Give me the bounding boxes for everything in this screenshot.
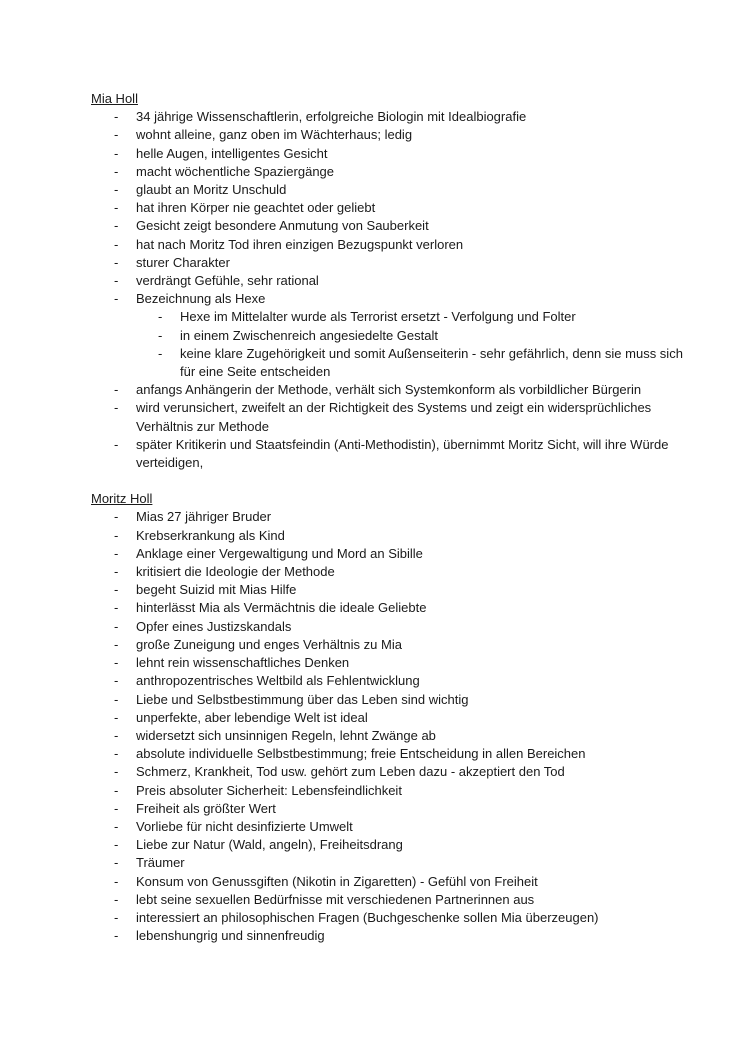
list-item — [91, 636, 691, 654]
list-item — [91, 873, 691, 891]
list-item — [91, 436, 691, 472]
sub-list-item-text: in einem Zwischenreich angesiedelte Gestalt — [180, 327, 438, 343]
sub-bullet-list — [91, 308, 691, 381]
section-moritz-holl — [91, 490, 691, 945]
list-item-text: interessiert an philosophischen Fragen (Buchgeschenke sollen Mia überzeugen) — [136, 909, 599, 925]
list-item-text: Liebe und Selbstbestimmung über das Leben sind wichtig — [136, 691, 469, 707]
list-item-text: lebenshungrig und sinnenfreudig — [136, 928, 325, 944]
list-item — [91, 672, 691, 690]
list-item — [91, 527, 691, 545]
list-item-text: Bezeichnung als Hexe — [136, 291, 266, 307]
list-item-text: unperfekte, aber lebendige Welt ist ideal — [136, 709, 368, 725]
list-item-text: hat nach Moritz Tod ihren einzigen Bezugspunkt verloren — [136, 236, 464, 252]
list-item — [91, 727, 691, 745]
list-item-text: später Kritikerin und Staatsfeindin (Anti-Methodistin), übernimmt Moritz Sicht, will ihre Würde verteidigen, — [136, 436, 669, 471]
list-item-text: macht wöchentliche Spaziergänge — [136, 163, 335, 179]
list-item — [91, 782, 691, 800]
list-item — [91, 909, 691, 927]
list-item — [91, 272, 691, 290]
sub-list-item-text: keine klare Zugehörigkeit und somit Außenseiterin - sehr gefährlich, denn sie muss sich für eine Seite entscheiden — [180, 345, 683, 380]
list-item — [91, 927, 691, 945]
list-item-text: große Zuneigung und enges Verhältnis zu Mia — [136, 636, 402, 652]
sub-list-item — [91, 327, 691, 345]
list-item-text: anthropozentrisches Weltbild als Fehlentwicklung — [136, 673, 420, 689]
list-item — [91, 545, 691, 563]
list-item-text: sturer Charakter — [136, 254, 230, 270]
list-item-text: wohnt alleine, ganz oben im Wächterhaus; ledig — [136, 127, 413, 143]
list-item — [91, 800, 691, 818]
list-item-text: hat ihren Körper nie geachtet oder geliebt — [136, 200, 376, 216]
list-item — [91, 145, 691, 163]
list-item-text: Krebserkrankung als Kind — [136, 527, 285, 543]
list-item — [91, 691, 691, 709]
list-item — [91, 126, 691, 144]
list-item-text: Anklage einer Vergewaltigung und Mord an Sibille — [136, 545, 423, 561]
list-item — [91, 836, 691, 854]
list-item — [91, 181, 691, 199]
list-item — [91, 763, 691, 781]
list-item — [91, 745, 691, 763]
section-title: Moritz Holl — [91, 491, 153, 507]
list-item — [91, 618, 691, 636]
list-item-text: verdrängt Gefühle, sehr rational — [136, 273, 319, 289]
list-item — [91, 399, 691, 435]
list-item — [91, 581, 691, 599]
list-item-text: Vorliebe für nicht desinfizierte Umwelt — [136, 818, 353, 834]
list-item — [91, 563, 691, 581]
list-item-text: Mias 27 jähriger Bruder — [136, 509, 272, 525]
list-item — [91, 254, 691, 272]
list-item — [91, 290, 691, 308]
list-item — [91, 108, 691, 126]
list-item — [91, 709, 691, 727]
list-item — [91, 236, 691, 254]
list-item-text: 34 jährige Wissenschaftlerin, erfolgreiche Biologin mit Idealbiografie — [136, 109, 527, 125]
list-item — [91, 818, 691, 836]
list-item-text: Freiheit als größter Wert — [136, 800, 276, 816]
list-item — [91, 199, 691, 217]
list-item-text: wird verunsichert, zweifelt an der Richtigkeit des Systems und zeigt ein widersprüchliches Verhältnis zur Methode — [136, 400, 652, 434]
list-item-text: kritisiert die Ideologie der Methode — [136, 564, 335, 580]
section-title: Mia Holl — [91, 91, 138, 106]
list-item-text: lehnt rein wissenschaftliches Denken — [136, 655, 350, 671]
sub-list-item — [91, 345, 691, 381]
list-item-text: Opfer eines Justizskandals — [136, 618, 292, 634]
list-item — [91, 891, 691, 909]
list-item-text: glaubt an Moritz Unschuld — [136, 182, 287, 198]
list-item — [91, 508, 691, 526]
list-item-text: absolute individuelle Selbstbestimmung; freie Entscheidung in allen Bereichen — [136, 746, 586, 762]
list-item — [91, 381, 691, 399]
document-body — [91, 90, 691, 945]
list-item — [91, 654, 691, 672]
list-item — [91, 217, 691, 235]
list-item-text: Konsum von Genussgiften (Nikotin in Zigaretten) - Gefühl von Freiheit — [136, 873, 538, 889]
list-item-text: anfangs Anhängerin der Methode, verhält sich Systemkonform als vorbildlicher Bürgerin — [136, 382, 642, 398]
section-mia-holl — [91, 90, 691, 472]
list-item-text: hinterlässt Mia als Vermächtnis die ideale Geliebte — [136, 600, 427, 616]
list-item-text: widersetzt sich unsinnigen Regeln, lehnt Zwänge ab — [136, 727, 436, 743]
list-item-text: helle Augen, intelligentes Gesicht — [136, 145, 328, 161]
sub-list-item — [91, 308, 691, 326]
list-item — [91, 163, 691, 181]
list-item-text: Träumer — [136, 855, 185, 871]
sub-list-item-text: Hexe im Mittelalter wurde als Terrorist ersetzt - Verfolgung und Folter — [180, 309, 576, 325]
list-item-text: Preis absoluter Sicherheit: Lebensfeindlichkeit — [136, 782, 402, 798]
list-item — [91, 599, 691, 617]
list-item-text: Schmerz, Krankheit, Tod usw. gehört zum Leben dazu - akzeptiert den Tod — [136, 764, 565, 780]
bullet-list — [91, 508, 691, 945]
list-item-text: Liebe zur Natur (Wald, angeln), Freiheitsdrang — [136, 837, 403, 853]
bullet-list — [91, 108, 691, 472]
list-item-text: lebt seine sexuellen Bedürfnisse mit verschiedenen Partnerinnen aus — [136, 891, 535, 907]
list-item-text: Gesicht zeigt besondere Anmutung von Sauberkeit — [136, 218, 429, 234]
list-item — [91, 854, 691, 872]
list-item-text: begeht Suizid mit Mias Hilfe — [136, 582, 297, 598]
